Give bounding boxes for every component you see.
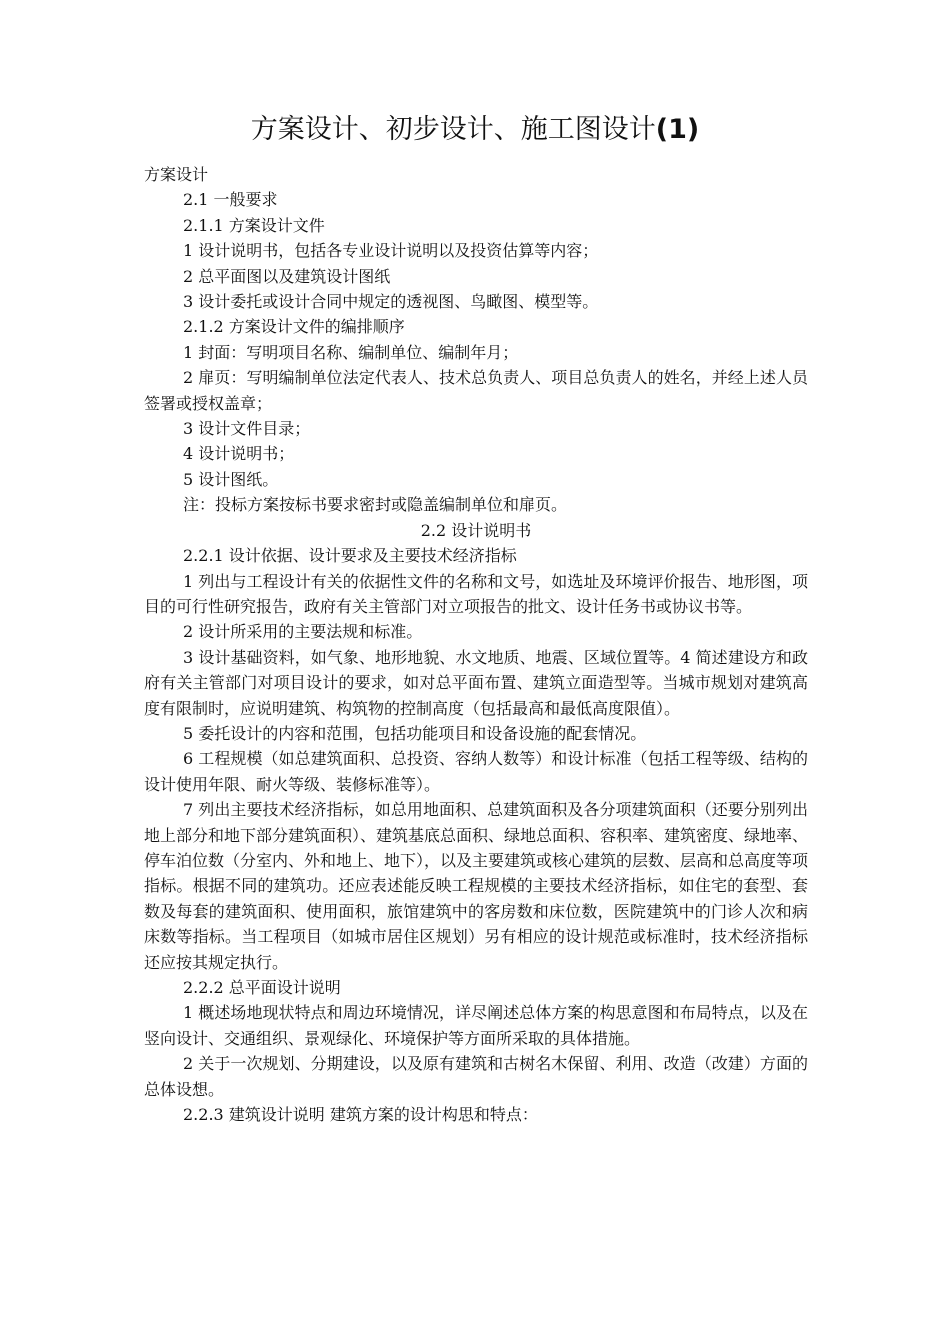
title-number: (1) bbox=[655, 114, 700, 145]
paragraph: 3 设计委托或设计合同中规定的透视图、鸟瞰图、模型等。 bbox=[183, 292, 599, 312]
subsection-heading: 2.2.3 建筑设计说明 建筑方案的设计构思和特点： bbox=[183, 1105, 538, 1125]
section-heading: 方案设计 bbox=[144, 165, 209, 184]
paragraph: 2 扉页：写明编制单位法定代表人、技术总负责人、项目总负责人的姓名，并经上述人员签署或授权盖章； bbox=[144, 368, 808, 413]
subsection-heading: 2.1.1 方案设计文件 bbox=[183, 215, 325, 235]
paragraph: 4 设计说明书； bbox=[183, 444, 295, 464]
paragraph: 2 总平面图以及建筑设计图纸 bbox=[183, 266, 391, 286]
paragraph: 6 工程规模（如总建筑面积、总投资、容纳人数等）和设计标准（包括工程等级、结构的设计使用年限、耐火等级、装修标准等）。 bbox=[144, 749, 808, 794]
paragraph: 2 设计所采用的主要法规和标准。 bbox=[183, 622, 423, 642]
paragraph: 2 关于一次规划、分期建设，以及原有建筑和古树名木保留、利用、改造（改建）方面的总体设想。 bbox=[144, 1054, 808, 1099]
paragraph: 7 列出主要技术经济指标，如总用地面积、总建筑面积及各分项建筑面积（还要分别列出地上部分和地下部分建筑面积）、建筑基底总面积、绿地总面积、容积率、建筑密度、绿地率、停车泊位数（分室内、外和地上、地下），以及主要建筑或核心建筑的层数、层高和总高度等项指标。根据不同的建筑功。还应表述能反映工程规模的主要技术经济指标，如住宅的套型、套数及每套的建筑面积、使用面积，旅馆建筑中的客房数和床位数，医院建筑中的门诊人次和病床数等指标。当工程项目（如城市居住区规划）另有相应的设计规范或标准时，技术经济指标还应按其规定执行。 bbox=[144, 800, 809, 972]
subsection-heading: 2.2.1 设计依据、设计要求及主要技术经济指标 bbox=[183, 546, 517, 566]
note: 注：投标方案按标书要求密封或隐盖编制单位和扉页。 bbox=[183, 495, 568, 515]
subsection-heading: 2.2.2 总平面设计说明 bbox=[183, 978, 341, 997]
document-body bbox=[144, 162, 808, 1127]
paragraph: 5 委托设计的内容和范围，包括功能项目和设备设施的配套情况。 bbox=[183, 723, 647, 743]
paragraph: 3 设计文件目录； bbox=[183, 419, 311, 439]
paragraph: 5 设计图纸。 bbox=[183, 469, 279, 489]
paragraph: 1 设计说明书，包括各专业设计说明以及投资估算等内容； bbox=[183, 241, 599, 261]
subsection-heading: 2.1 一般要求 bbox=[183, 190, 278, 210]
document-title bbox=[0, 110, 950, 150]
paragraph: 1 列出与工程设计有关的依据性文件的名称和文号，如选址及环境评价报告、地形图，项目的可行性研究报告，政府有关主管部门对立项报告的批文、设计任务书或协议书等。 bbox=[144, 571, 808, 616]
paragraph: 3 设计基础资料，如气象、地形地貌、水文地质、地震、区域位置等。4 简述建设方和政府有关主管部门对项目设计的要求，如对总平面布置、建筑立面造型等。当城市规划对建筑高度有限制时，应说明建筑、构筑物的控制高度（包括最高和最低高度限值）。 bbox=[144, 647, 808, 718]
paragraph: 1 封面：写明项目名称、编制单位、编制年月； bbox=[183, 342, 519, 362]
title-text: 方案设计、初步设计、施工图设计 bbox=[250, 114, 656, 145]
paragraph: 1 概述场地现状特点和周边环境情况，详尽阐述总体方案的构思意图和布局特点，以及在竖向设计、交通组织、景观绿化、环境保护等方面所采取的具体措施。 bbox=[144, 1003, 808, 1048]
subsection-heading: 2.1.2 方案设计文件的编排顺序 bbox=[183, 317, 405, 337]
subsection-heading: 2.2 设计说明书 bbox=[420, 520, 532, 540]
